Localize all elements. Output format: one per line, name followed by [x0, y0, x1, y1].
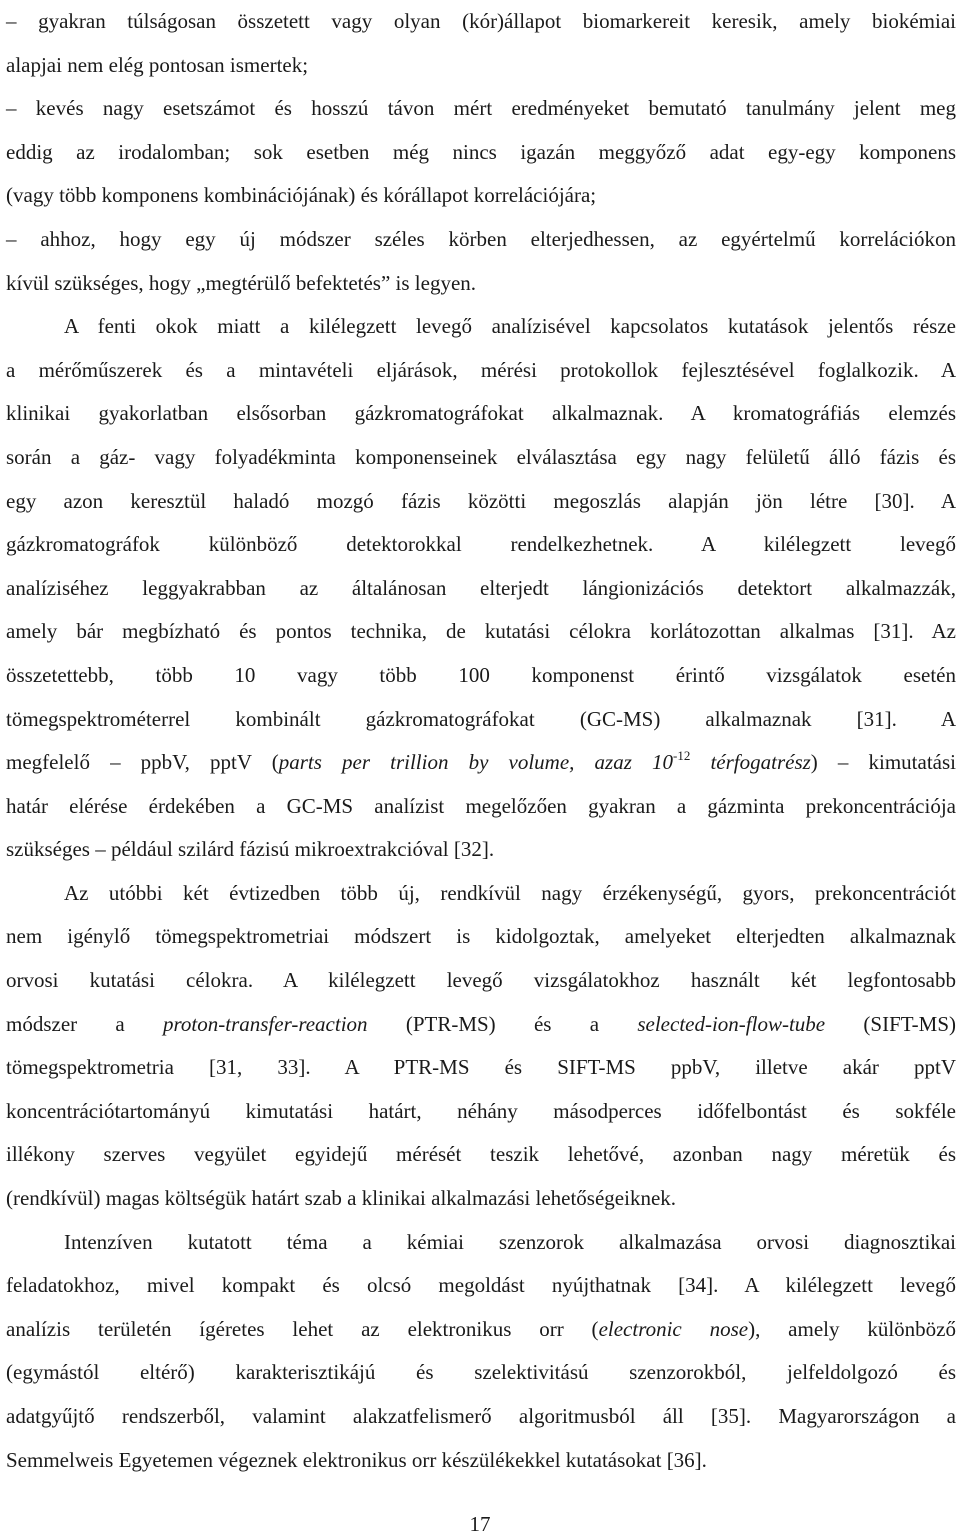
document-body — [6, 0, 956, 1482]
bullet-item — [6, 0, 956, 87]
text-line: – ahhoz, hogy egy új módszer széles körben elterjedhessen, az egyértelmű korrelációkon — [6, 226, 956, 251]
paragraph — [6, 872, 956, 1221]
text-line-methods — [6, 1003, 956, 1047]
text-segment: (PTR-MS) és a — [367, 1011, 638, 1036]
text-segment: analízis területén ígéretes lehet az elektronikus orr ( — [6, 1316, 599, 1341]
text-line: a mérőműszerek és a mintavételi eljárások, mérési protokollok fejlesztésével foglalkozik. A — [6, 357, 956, 382]
text-line: során a gáz- vagy folyadékminta komponenseinek elválasztása egy nagy felületű álló fázis és — [6, 444, 956, 469]
text-line: Az utóbbi két évtizedben több új, rendkívül nagy érzékenységű, gyors, prekoncentrációt — [64, 880, 956, 905]
italic-segment: electronic nose — [598, 1316, 749, 1341]
text-line: feladatokhoz, mivel kompakt és olcsó megoldást nyújthatnak [34]. A kilélegzett levegő — [6, 1273, 956, 1298]
text-line: eddig az irodalomban; sok esetben még nincs igazán meggyőző adat egy-egy komponens — [6, 139, 956, 164]
text-line: gázkromatográfok különböző detektorokkal rendelkezhetnek. A kilélegzett levegő — [6, 532, 956, 557]
text-line: nem igénylő tömegspektrometriai módszert is kidolgoztak, amelyeket elterjedten alkalmaznak — [6, 924, 956, 949]
text-segment: módszer a — [6, 1011, 164, 1036]
italic-segment: selected-ion-flow-tube — [637, 1011, 826, 1036]
italic-segment: parts per trillion by volume, azaz 10 — [278, 750, 673, 775]
paragraph — [6, 305, 956, 872]
text-line: Semmelweis Egyetemen végeznek elektronikus orr készülékekkel kutatásokat [36]. — [6, 1447, 707, 1472]
text-line: Intenzíven kutatott téma a kémiai szenzorok alkalmazása orvosi diagnosztikai — [64, 1229, 956, 1254]
text-line: orvosi kutatási célokra. A kilélegzett levegő vizsgálatokhoz használt két legfontosabb — [6, 968, 956, 993]
text-line: amely bár megbízható és pontos technika, de kutatási célokra korlátozottan alkalmas [31]. Az — [6, 619, 956, 644]
text-line: kívül szükséges, hogy „megtérülő befektetés” is legyen. — [6, 270, 477, 295]
text-line-nose — [6, 1308, 956, 1352]
text-line: klinikai gyakorlatban elsősorban gázkromatográfokat alkalmaznak. A kromatográfiás elemzés — [6, 401, 956, 426]
text-segment: ) – kimutatási — [810, 750, 957, 775]
text-line: analíziséhez leggyakrabban az általánosan elterjedt lángionizációs detektort alkalmazzák, — [6, 575, 956, 600]
text-line: illékony szerves vegyület egyidejű mérését teszik lehetővé, azonban nagy méretük és — [6, 1142, 956, 1167]
text-segment: ), amely különböző — [748, 1316, 956, 1341]
text-line: (egymástól eltérő) karakterisztikájú és szelektivitású szenzorokból, jelfeldolgozó és — [6, 1360, 956, 1385]
bullet-item — [6, 218, 956, 305]
text-line: határ elérése érdekében a GC-MS analízist megelőzően gyakran a gázminta prekoncentrációja — [6, 793, 956, 818]
text-line-ppb — [6, 741, 956, 785]
text-line: egy azon keresztül haladó mozgó fázis közötti megoszlás alapján jön létre [30]. A — [6, 488, 956, 513]
text-segment: (SIFT-MS) — [825, 1011, 956, 1036]
page-number: 17 — [469, 1512, 491, 1536]
text-line: – kevés nagy esetszámot és hosszú távon mért eredményeket bemutató tanulmány jelent meg — [6, 96, 956, 121]
text-line: (rendkívül) magas költségük határt szab a klinikai alkalmazási lehetőségeiknek. — [6, 1186, 677, 1211]
text-line: (vagy több komponens kombinációjának) és kórállapot korrelációjára; — [6, 183, 597, 208]
text-segment: megfelelő – ppbV, pptV ( — [6, 750, 279, 775]
text-line: – gyakran túlságosan összetett vagy olyan (kór)állapot biomarkereit keresik, amely biokémiai — [6, 9, 956, 33]
text-line: adatgyűjtő rendszerből, valamint alakzatfelismerő algoritmusból áll [35]. Magyarországon a — [6, 1404, 956, 1428]
italic-segment: térfogatrész — [690, 750, 811, 775]
bullet-item — [6, 87, 956, 218]
paragraph — [6, 1221, 956, 1483]
text-line: tömegspektrométerrel kombinált gázkromatográfokat (GC-MS) alkalmaznak [31]. A — [6, 706, 956, 731]
superscript: -12 — [673, 748, 691, 764]
text-line: koncentrációtartományú kimutatási határt, néhány másodperces időfelbontást és sokféle — [6, 1098, 956, 1123]
text-line: tömegspektrometria [31, 33]. A PTR-MS és SIFT-MS ppbV, illetve akár pptV — [6, 1055, 956, 1080]
italic-segment: proton-transfer-reaction — [163, 1011, 368, 1036]
text-line: összetettebb, több 10 vagy több 100 komponenst érintő vizsgálatok esetén — [6, 662, 956, 687]
text-line: A fenti okok miatt a kilélegzett levegő analízisével kapcsolatos kutatások jelentős része — [64, 314, 956, 339]
text-line: szükséges – például szilárd fázisú mikroextrakcióval [32]. — [6, 837, 495, 862]
text-line: alapjai nem elég pontosan ismertek; — [6, 52, 309, 77]
